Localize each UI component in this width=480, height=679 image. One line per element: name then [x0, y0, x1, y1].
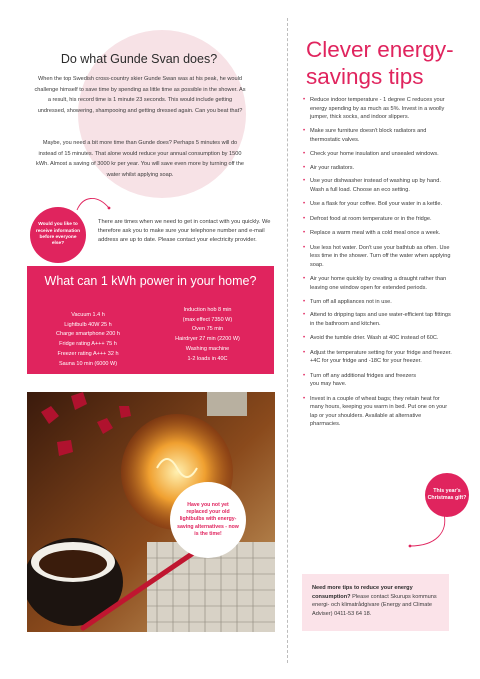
- info-first-bubble: Would you like to receive information before everyone else?: [30, 207, 86, 263]
- kwh-item: Fridge rating A+++ 75 h: [59, 341, 117, 348]
- tip-item: • Make sure furniture doesn't block radiators and thermostatic valves.: [302, 127, 452, 144]
- lightbulb-bubble: Have you not yet replaced your old lightbulbs with energy-saving alternatives - now is the time!: [170, 482, 246, 558]
- swan-paragraph-1: When the top Swedish cross-country skier Gunde Swan was at his peak, he would challenge himself to save time by spending as little time as possible in the shower. As a result, his record time is 1 minute 23 seconds. This would include getting undressed, showering, shampooing and getting dressed again. Can you beat that?: [34, 76, 246, 114]
- kwh-item: Freezer rating A+++ 32 h: [57, 350, 119, 357]
- tip-item: • Attend to dripping taps and use water-efficient tap fittings in the bathroom and kitchen.: [302, 311, 452, 328]
- tip-item: • Replace a warm meal with a cold meal once a week.: [302, 229, 452, 238]
- contact-update-text: There are times when we need to get in contact with you quickly. We therefore ask you to make sure your telephone number and e-mail address are up to date. Please contact your electricity provider.: [98, 219, 271, 243]
- more-tips-box: [302, 574, 449, 631]
- more-tips-question: Need more tips to reduce your energy consumption?: [312, 585, 413, 600]
- kwh-left-list: [29, 311, 147, 369]
- tip-item: • Defrost food at room temperature or in the fridge.: [302, 215, 452, 224]
- tip-item: • Adjust the temperature setting for your fridge and freezer. +4C for your fridge and -18C for your freezer.: [302, 349, 452, 366]
- kwh-box: [27, 266, 274, 374]
- kwh-item: Washing machine: [185, 345, 230, 352]
- christmas-gift-bubble: This year's Christmas gift?: [425, 473, 469, 517]
- kwh-item: Oven 75 min: [191, 326, 224, 333]
- tip-item: • Air your home quickly by creating a draught rather than leaving one window open for extended periods.: [302, 275, 452, 292]
- column-divider: [287, 18, 288, 663]
- swan-heading: Do what Gunde Svan does?: [60, 52, 218, 66]
- kwh-title: What can 1 kWh power in your home?: [44, 274, 257, 288]
- kwh-right-list: [145, 306, 270, 364]
- swan-paragraph-2: Maybe, you need a bit more time than Gunde does? Perhaps 5 minutes will do instead of 15 minutes. That alone would reduce your annual consumption by 1500 kWh. Almost a saving of 3000 kr per year. You will save even more by turning off the water whilst applying soap.: [36, 140, 244, 178]
- tip-item: • Air your radiators.: [302, 164, 452, 173]
- tip-item: • Turn off any additional fridges and freezers you may have.: [302, 372, 452, 389]
- more-tips-contact: Please contact Skurups kommuns energi- och klimatrådgivare (Energy and Climate Adviser) 0411-53 64 18.: [312, 593, 437, 617]
- tip-item: • Turn off all appliances not in use.: [302, 298, 452, 307]
- kwh-item: Lightbulb 40W 25 h: [64, 321, 112, 328]
- kwh-item: (max effect 7350 W): [182, 316, 233, 323]
- tip-item: • Use a flask for your coffee. Boil your water in a kettle.: [302, 200, 452, 209]
- tip-item: • Check your home insulation and unsealed windows.: [302, 150, 452, 159]
- tip-item: • Use less hot water. Don't use your bathtub as often. Use less time in the shower. Turn off the water when applying soap.: [302, 244, 452, 270]
- tips-heading: Clever energy-savings tips: [306, 37, 454, 89]
- kwh-item: Charge smartphone 200 h: [56, 331, 120, 338]
- kwh-item: Induction hob 8 min: [183, 307, 232, 313]
- tip-item: • Use your dishwasher instead of washing up by hand. Wash a full load. Choose an eco setting.: [302, 177, 452, 194]
- bubble-pointer-line: [75, 194, 113, 216]
- tip-item: • Invest in a couple of wheat bags; they retain heat for many hours, keeping you warm in bed. Put one on your lap or your shoulders. Available at alternative pharmacies.: [302, 395, 452, 429]
- kwh-item: Hairdryer 27 min (2200 W): [175, 336, 240, 343]
- tip-item: • Reduce indoor temperature - 1 degree C reduces your energy spending by as much as 5%. Invest in a woolly jumper, thick socks, and indoor slippers.: [302, 96, 452, 122]
- kwh-item: Vacuum 1.4 h: [71, 312, 105, 318]
- kwh-item: Sauna 10 min (6000 W): [58, 360, 118, 367]
- kwh-item: 1-2 loads in 40C: [187, 355, 228, 362]
- tip-item: • Avoid the tumble drier. Wash at 40C instead of 60C.: [302, 334, 452, 343]
- tips-list: [302, 96, 452, 429]
